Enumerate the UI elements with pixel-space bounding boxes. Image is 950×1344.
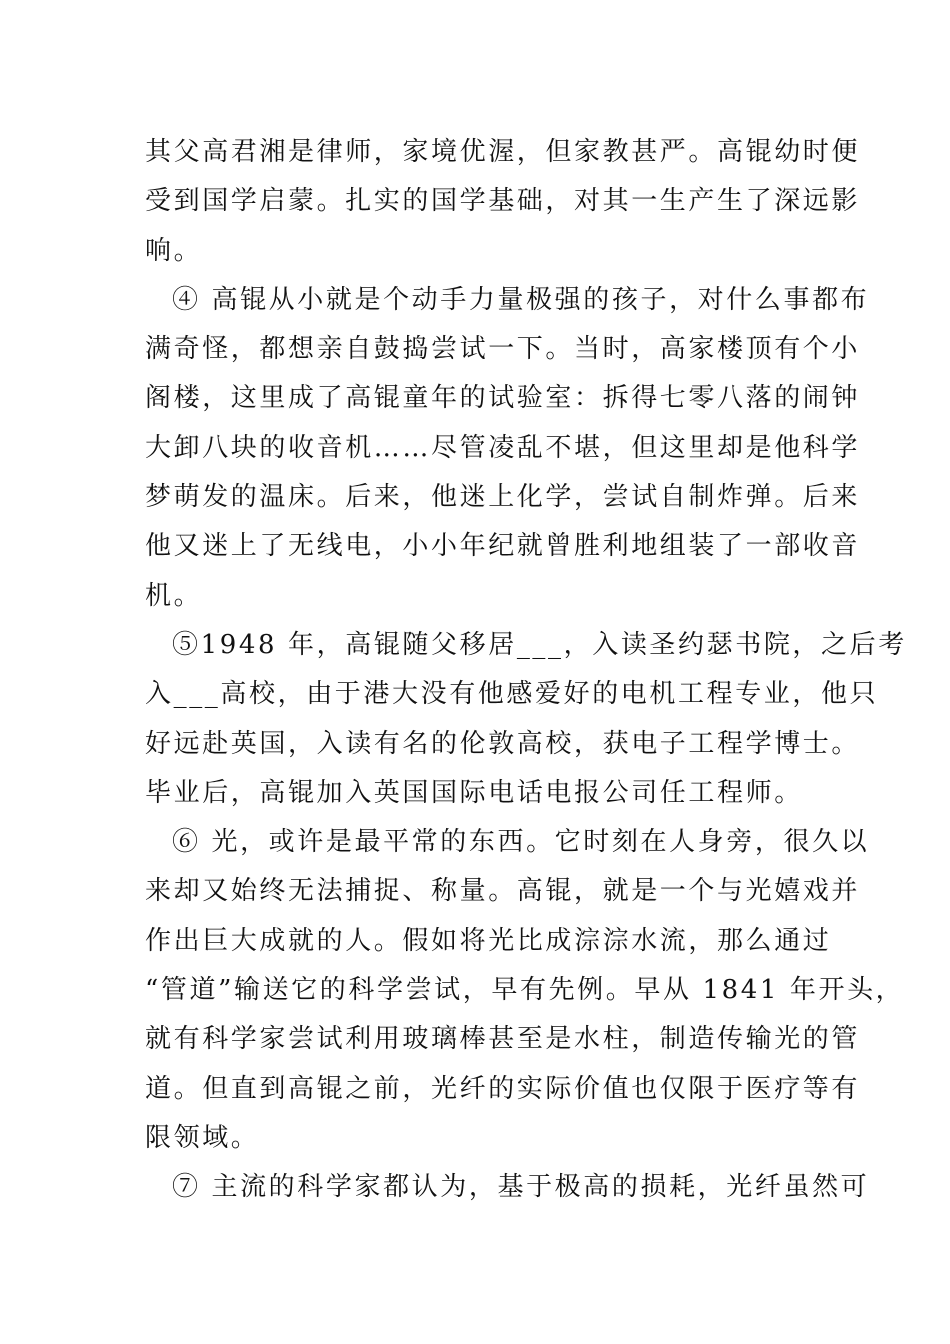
text-line: 好远赴英国，入读有名的伦敦高校，获电子工程学博士。 bbox=[145, 728, 861, 759]
text-line: 受到国学启蒙。扎实的国学基础，对其一生产生了深远影 bbox=[145, 186, 861, 217]
text-line: 入___高校，由于港大没有他感爱好的电机工程专业，他只 bbox=[145, 679, 879, 710]
text-line: 满奇怪，都想亲自鼓捣尝试一下。当时，高家楼顶有个小 bbox=[145, 334, 861, 365]
paragraph-start-line: ⑥ 光，或许是最平常的东西。它时刻在人身旁，很久以 bbox=[172, 827, 870, 858]
paragraph-start-line: ⑦ 主流的科学家都认为，基于极高的损耗，光纤虽然可 bbox=[172, 1172, 870, 1203]
text-line: 阁楼，这里成了高锟童年的试验室：拆得七零八落的闹钟 bbox=[145, 383, 861, 414]
paragraph-start-line: ⑤1948 年，高锟随父移居___，入读圣约瑟书院，之后考 bbox=[172, 629, 907, 660]
text-line: 机。 bbox=[145, 580, 203, 611]
text-line: 作出巨大成就的人。假如将光比成淙淙水流，那么通过 bbox=[145, 925, 832, 956]
text-line: 道。但直到高锟之前，光纤的实际价值也仅限于医疗等有 bbox=[145, 1073, 861, 1104]
text-line: “管道”输送它的科学尝试，早有先例。早从 1841 年开头， bbox=[145, 975, 905, 1006]
text-line: 来却又始终无法捕捉、称量。高锟，就是一个与光嬉戏并 bbox=[145, 876, 861, 907]
text-line: 大卸八块的收音机……尽管凌乱不堪，但这里却是他科学 bbox=[145, 432, 861, 463]
text-line: 他又迷上了无线电，小小年纪就曾胜利地组装了一部收音 bbox=[145, 531, 861, 562]
text-line: 就有科学家尝试利用玻璃棒甚至是水柱，制造传输光的管 bbox=[145, 1024, 861, 1055]
text-line: 限领域。 bbox=[145, 1122, 260, 1153]
text-line: 梦萌发的温床。后来，他迷上化学，尝试自制炸弹。后来 bbox=[145, 482, 861, 513]
text-line: 响。 bbox=[145, 235, 203, 266]
document-body bbox=[145, 128, 907, 1213]
text-line: 毕业后，高锟加入英国国际电话电报公司任工程师。 bbox=[145, 777, 803, 808]
text-line: 其父高君湘是律师，家境优渥，但家教甚严。高锟幼时便 bbox=[145, 137, 861, 167]
paragraph-start-line: ④ 高锟从小就是个动手力量极强的孩子，对什么事都布 bbox=[172, 284, 870, 315]
